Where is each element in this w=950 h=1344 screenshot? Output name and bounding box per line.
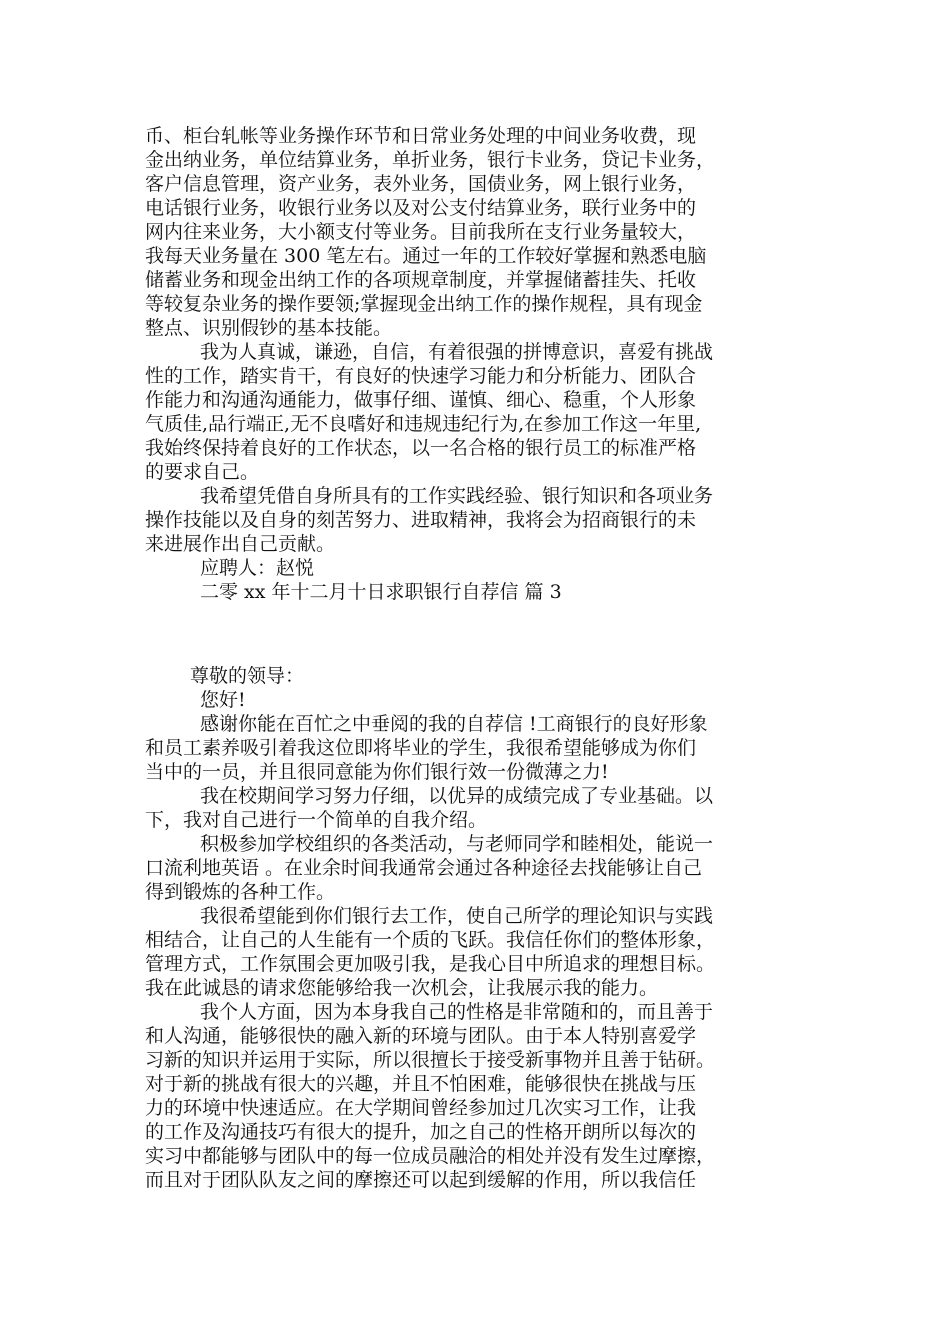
text-line: 对于新的挑战有很大的兴趣，并且不怕困难，能够很快在挑战与压 [145, 1073, 697, 1095]
text-line: 我每天业务量在 300 笔左右。通过一年的工作较好掌握和熟悉电脑 [145, 245, 707, 267]
letter-heading: 二零 xx 年十二月十日求职银行自荐信 篇 3 [200, 581, 562, 603]
text-line: 操作技能以及自身的刻苦努力、进取精神，我将会为招商银行的未 [145, 509, 697, 531]
text-line: 金出纳业务，单位结算业务，单折业务，银行卡业务，贷记卡业务， [145, 149, 716, 171]
greeting: 您好! [200, 689, 246, 711]
text-line: 性的工作，踏实肯干，有良好的快速学习能力和分析能力、团队合 [145, 365, 697, 387]
text-line: 整点、识别假钞的基本技能。 [145, 317, 393, 339]
text-line: 和员工素养吸引着我这位即将毕业的学生，我很希望能够成为你们 [145, 737, 697, 759]
salutation: 尊敬的领导： [190, 665, 305, 687]
text-line: 习新的知识并运用于实际，所以很擅长于接受新事物并且善于钻研。 [145, 1049, 716, 1071]
text-line: 来进展作出自己贡献。 [145, 533, 336, 555]
text-line: 等较复杂业务的操作要领;掌握现金出纳工作的操作规程，具有现金 [145, 293, 703, 315]
text-line: 的要求自己。 [145, 461, 260, 483]
text-line: 储蓄业务和现金出纳工作的各项规章制度，并掌握储蓄挂失、托收 [145, 269, 697, 291]
text-line: 电话银行业务，收银行业务以及对公支付结算业务，联行业务中的 [145, 197, 697, 219]
text-line: 客户信息管理，资产业务，表外业务，国债业务，网上银行业务， [145, 173, 697, 195]
text-line: 网内往来业务，大小额支付等业务。目前我所在支行业务量较大， [145, 221, 697, 243]
paragraph-start-line: 我在校期间学习努力仔细，以优异的成绩完成了专业基础。以 [200, 785, 714, 807]
text-line: 币、柜台轧帐等业务操作环节和日常业务处理的中间业务收费，现 [145, 125, 697, 147]
text-line: 而且对于团队队友之间的摩擦还可以起到缓解的作用，所以我信任 [145, 1169, 697, 1191]
text-line: 的工作及沟通技巧有很大的提升，加之自己的性格开朗所以每次的 [145, 1121, 697, 1143]
text-line: 实习中都能够与团队中的每一位成员融洽的相处并没有发生过摩擦， [145, 1145, 716, 1167]
text-line: 口流利地英语 。在业余时间我通常会通过各种途径去找能够让自己 [145, 857, 703, 879]
text-line: 下，我对自己进行一个简单的自我介绍。 [145, 809, 488, 831]
text-line: 作能力和沟通沟通能力，做事仔细、谨慎、细心、稳重，个人形象 [145, 389, 697, 411]
text-line: 力的环境中快速适应。在大学期间曾经参加过几次实习工作，让我 [145, 1097, 697, 1119]
text-line: 管理方式，工作氛围会更加吸引我，是我心目中所追求的理想目标。 [145, 953, 716, 975]
text-line: 相结合，让自己的人生能有一个质的飞跃。我信任你们的整体形象， [145, 929, 716, 951]
text-line: 我始终保持着良好的工作状态，以一名合格的银行员工的标准严格 [145, 437, 697, 459]
paragraph-start-line: 我很希望能到你们银行去工作，使自己所学的理论知识与实践 [200, 905, 714, 927]
text-line: 得到锻炼的各种工作。 [145, 881, 336, 903]
paragraph-start-line: 我为人真诚，谦逊，自信，有着很强的拼博意识，喜爱有挑战 [200, 341, 714, 363]
text-line: 我在此诚恳的请求您能够给我一次机会，让我展示我的能力。 [145, 977, 659, 999]
paragraph-start-line: 积极参加学校组织的各类活动，与老师同学和睦相处，能说一 [200, 833, 714, 855]
paragraph-start-line: 我希望凭借自身所具有的工作实践经验、银行知识和各项业务 [200, 485, 714, 507]
text-line: 当中的一员，并且很同意能为你们银行效一份微薄之力! [145, 761, 609, 783]
text-line: 和人沟通，能够很快的融入新的环境与团队。由于本人特别喜爱学 [145, 1025, 697, 1047]
paragraph-start-line: 我个人方面，因为本身我自己的性格是非常随和的，而且善于 [200, 1001, 714, 1023]
text-line: 气质佳,品行端正,无不良嗜好和违规违纪行为,在参加工作这一年里, [145, 413, 702, 435]
applicant-signature: 应聘人：赵悦 [200, 557, 315, 579]
paragraph-start-line: 感谢你能在百忙之中垂阅的我的自荐信 !工商银行的良好形象 [200, 713, 708, 735]
